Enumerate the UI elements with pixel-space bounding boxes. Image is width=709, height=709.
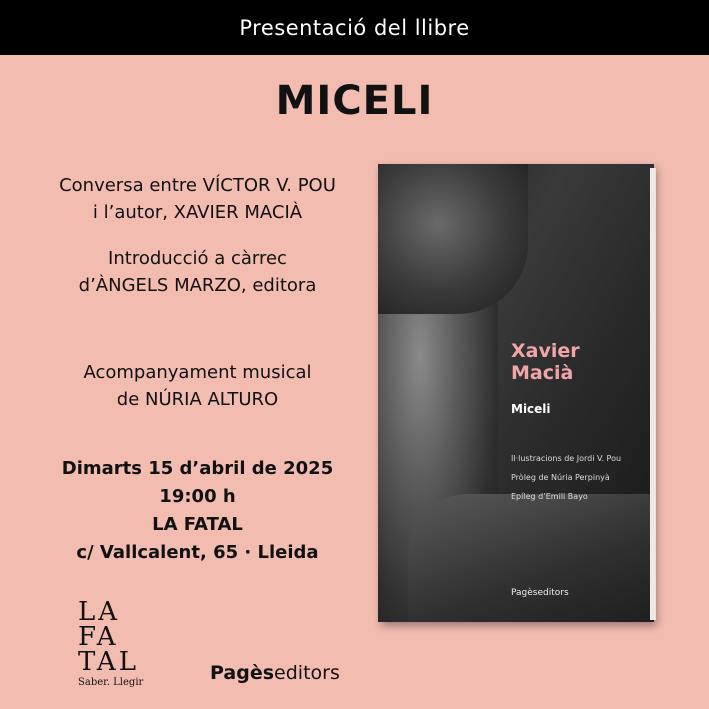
cover-author-first: Xavier: [511, 340, 580, 362]
pages-editors-logo-bold: Pagès: [210, 662, 275, 684]
conversation-line-2: i l’autor, XAVIER MACIÀ: [92, 202, 303, 223]
cover-illustrations: Il·lustracions de Jordi V. Pou: [511, 454, 622, 463]
header-label: Presentació del llibre: [239, 15, 470, 40]
cover-publisher: Pagèseditors: [511, 588, 569, 598]
conversation-block: [20, 172, 375, 226]
pages-editors-logo-rest: editors: [274, 662, 340, 684]
cover-prologue: Pròleg de Núria Perpinyà: [511, 473, 610, 482]
la-fatal-logo-line-1: LA: [78, 597, 121, 627]
music-block: [20, 359, 375, 413]
cover-title: Miceli: [511, 402, 551, 416]
la-fatal-logo-line-2: FA: [78, 622, 119, 652]
music-line-1: Acompanyament musical: [83, 362, 312, 383]
la-fatal-logo: [78, 597, 148, 688]
book-cover-image: [378, 164, 656, 622]
conversation-line-1: Conversa entre VÍCTOR V. POU: [59, 175, 336, 196]
portrait-shirt: [408, 494, 654, 622]
cover-author: [511, 340, 580, 384]
pages-editors-logo: [210, 662, 340, 684]
introduction-line-1: Introducció a càrrec: [108, 248, 287, 269]
introduction-line-2: d’ÀNGELS MARZO, editora: [78, 275, 317, 296]
event-title: MICELI: [275, 78, 434, 124]
la-fatal-logo-line-3: TAL: [78, 647, 139, 677]
book-cover: [378, 164, 654, 622]
header-bar: [0, 0, 709, 55]
introduction-block: [20, 245, 375, 299]
cover-author-last: Macià: [511, 362, 574, 384]
event-details-block: [20, 455, 375, 567]
portrait-hair: [378, 164, 528, 314]
music-line-2: de NÚRIA ALTURO: [116, 389, 279, 410]
event-address: c/ Vallcalent, 65 · Lleida: [76, 542, 319, 563]
cover-epilogue: Epíleg d’Emili Bayo: [511, 492, 588, 501]
event-time: 19:00 h: [159, 486, 236, 507]
event-venue: LA FATAL: [152, 514, 243, 535]
book-pages-edge: [650, 168, 656, 620]
la-fatal-tagline: Saber. Llegir: [78, 677, 144, 688]
event-date: Dimarts 15 d’abril de 2025: [61, 458, 334, 479]
